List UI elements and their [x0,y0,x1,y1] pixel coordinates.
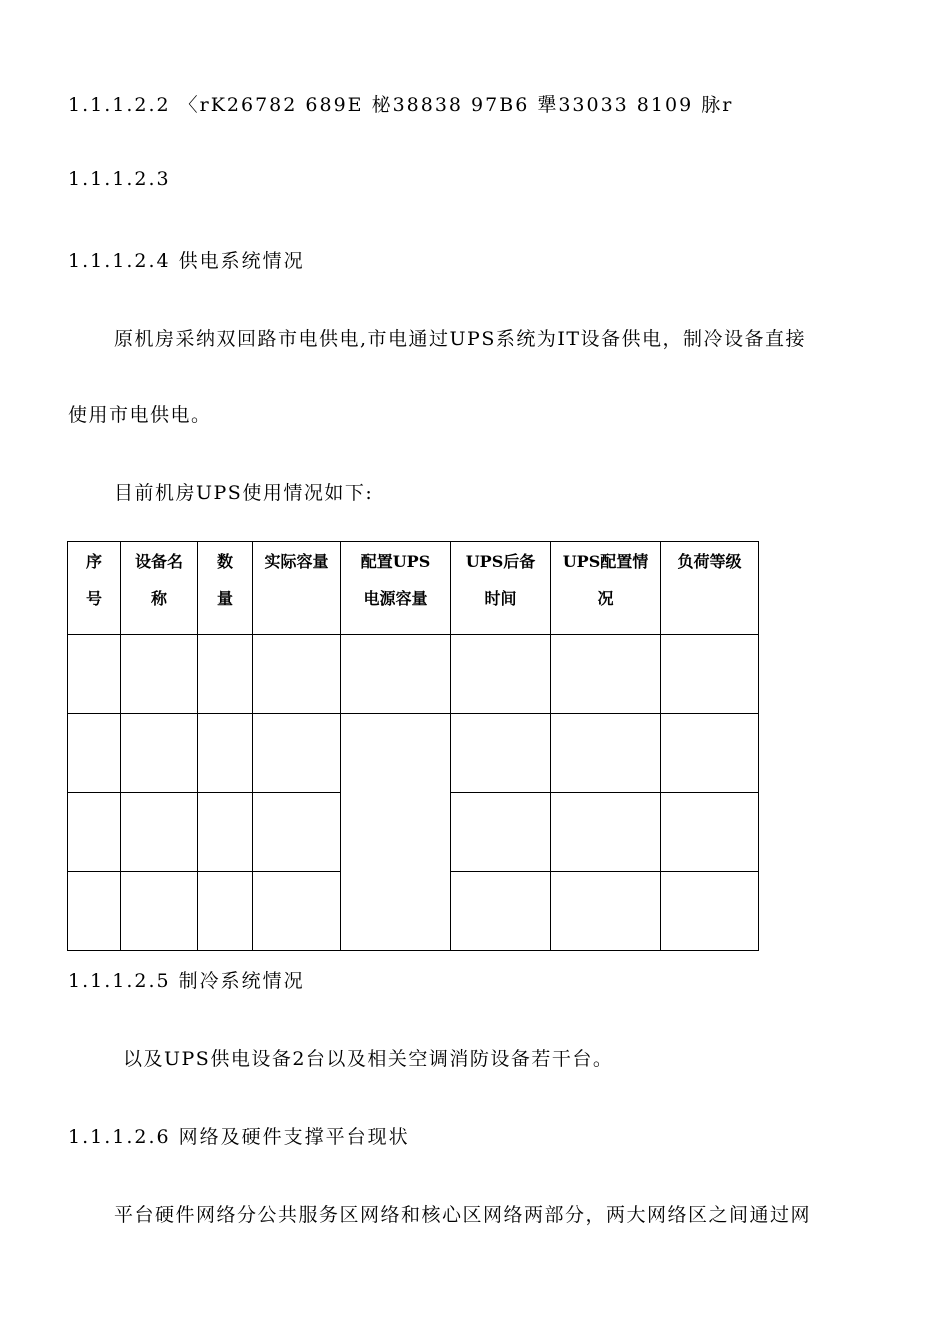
table-cell [198,714,253,793]
table-cell [121,872,198,951]
table-cell [253,714,341,793]
table-cell [121,635,198,714]
table-cell [253,635,341,714]
table-cell [341,635,451,714]
table-cell [661,793,759,872]
header-ups-backup-time: UPS后备时间 [451,542,551,635]
header-ups-configuration: UPS配置情况 [551,542,661,635]
header-device-name: 设备名称 [121,542,198,635]
table-cell [451,872,551,951]
section-heading-power-supply: 1.1.1.2.4 供电系统情况 [68,250,305,272]
table-row [68,635,759,714]
section-heading-cooling-system: 1.1.1.2.5 制冷系统情况 [68,970,305,992]
table-cell [253,793,341,872]
table-cell [661,872,759,951]
table-cell [661,635,759,714]
table-row [68,714,759,793]
table-cell [198,793,253,872]
header-index: 序号 [68,542,121,635]
table-cell [451,793,551,872]
cooling-paragraph: 以及UPS供电设备2台以及相关空调消防设备若干台。 [123,1048,614,1070]
section-heading-1-1-1-2-3: 1.1.1.2.3 [68,168,171,190]
table-cell-merged-ups-capacity [341,714,451,951]
section-heading-1-1-1-2-2: 1.1.1.2.2 〈rK26782 689E 柲38838 97B6 犟33033 8109 脉r [68,94,734,116]
table-cell [451,635,551,714]
ups-intro-paragraph: 目前机房UPS使用情况如下: [114,482,374,504]
header-configured-ups-capacity: 配置UPS电源容量 [341,542,451,635]
table-cell [198,872,253,951]
network-paragraph-line-1: 平台硬件网络分公共服务区网络和核心区网络两部分，两大网络区之间通过网 [114,1204,812,1226]
table-cell [68,872,121,951]
table-cell [551,714,661,793]
header-quantity: 数量 [198,542,253,635]
table-cell [121,793,198,872]
power-paragraph-line-1: 原机房采纳双回路市电供电,市电通过UPS系统为IT设备供电，制冷设备直接 [114,328,807,350]
table-header-row [68,542,759,635]
section-heading-network-platform: 1.1.1.2.6 网络及硬件支撑平台现状 [68,1126,410,1148]
ups-usage-table [67,541,759,951]
header-load-level: 负荷等级 [661,542,759,635]
table-cell [68,793,121,872]
table-cell [451,714,551,793]
table-cell [68,714,121,793]
power-paragraph-line-2: 使用市电供电。 [68,404,212,426]
table-cell [661,714,759,793]
table-cell [68,635,121,714]
table-cell [551,793,661,872]
header-actual-capacity: 实际容量 [253,542,341,635]
table-cell [253,872,341,951]
table-cell [551,872,661,951]
table-cell [198,635,253,714]
table-cell [551,635,661,714]
table-cell [121,714,198,793]
